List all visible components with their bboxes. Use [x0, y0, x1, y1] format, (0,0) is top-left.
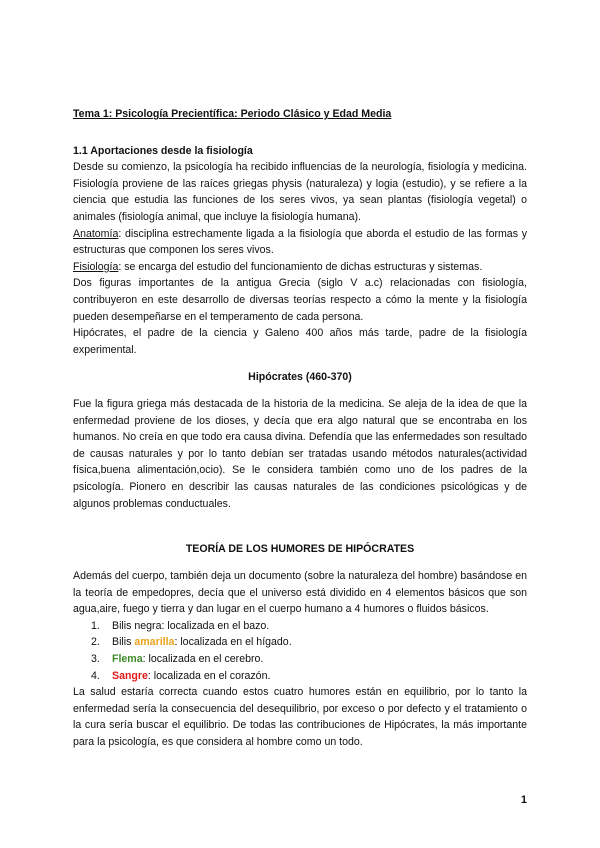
- list-item: 1. Bilis negra: localizada en el bazo.: [91, 619, 270, 632]
- conclusion-paragraph: La salud estaría correcta cuando estos cuatro humores están en equilibrio, por lo tanto la enfermedad sería la consecuencia del desequilibrio, por exceso o por defecto y el tratamiento o la cura sería buscar el equilibrio. De todas las contribuciones de Hipócrates, la más importante para la psicología, es que considera al hombre como un todo.: [73, 686, 527, 748]
- fisiologia-term: Fisiología: [73, 260, 119, 273]
- section-heading: 1.1 Aportaciones desde la fisiología: [73, 144, 253, 157]
- anatomia-text: : disciplina estrechamente ligada a la fisiología que aborda el estudio de las formas y estructuras que componen los seres vivos.: [73, 227, 527, 257]
- anatomia-term: Anatomía: [73, 227, 119, 240]
- list-item: 2. Bilis amarilla: localizada en el hígado.: [91, 636, 292, 649]
- intro-paragraph: Desde su comienzo, la psicología ha recibido influencias de la neurología, fisiología y medicina. Fisiología proviene de las raíces griegas physis (naturaleza) y logia (estudio), y se refiere a la ciencia que estudia las funciones de los seres vivos, ya sean plantas (fisiología vegetal) o animales (fisiología animal, que incluye la fisiología humana).: [73, 161, 527, 223]
- amarilla-word: amarilla: [134, 636, 175, 649]
- anatomia-definition: [73, 226, 527, 259]
- fisiologia-definition: [73, 259, 527, 276]
- list-item: 4. Sangre: localizada en el corazón.: [91, 669, 271, 682]
- humores-paragraph: Además del cuerpo, también deja un documento (sobre la naturaleza del hombre) basándose en la teoría de empedopres, decía que el universo está dividido en 4 elementos básicos que son agua,aire, fuego y tierra y dan lugar en el cuerpo humano a 4 humores o fluidos básicos.: [73, 570, 527, 616]
- page-number: 1: [520, 794, 527, 806]
- humores-list: [73, 618, 527, 684]
- hipocrates-heading: Hipócrates (460-370): [248, 370, 352, 383]
- hipocrates-bio: Fue la figura griega más destacada de la historia de la medicina. Se aleja de la idea de que la enfermedad proviene de los dioses, y decía que era algo natural que se encontraba en los humanos. No creía en que todo era causa divina. Defendía que las enfermedades son resultado de causas naturales y por lo tanto debían ser tratadas usando métodos naturales(actividad física,buena alimentación,ocio). Se le considera también como uno de los padres de la psicología. Pionero en describir las causas naturales de las condiciones psicológicas y de algunos problemas conductuales.: [73, 398, 527, 510]
- document-title: Tema 1: Psicología Precientífica: Periodo Clásico y Edad Media: [73, 108, 392, 120]
- greece-paragraph: Dos figuras importantes de la antigua Grecia (siglo V a.c) relacionadas con fisiología, contribuyeron en este desarrollo de diversas teorías respecto a cómo la mente y la fisiología pueden desempeñarse en el temperamento de cada persona.: [73, 277, 527, 323]
- humores-heading: TEORÍA DE LOS HUMORES DE HIPÓCRATES: [185, 542, 415, 555]
- hipocrates-paragraph: Hipócrates, el padre de la ciencia y Galeno 400 años más tarde, padre de la fisiología experimental.: [73, 327, 527, 356]
- sangre-word: Sangre: [112, 669, 148, 682]
- flema-word: Flema: [112, 653, 143, 665]
- fisiologia-text: : se encarga del estudio del funcionamiento de dichas estructuras y sistemas.: [118, 260, 483, 273]
- list-item: 3. Flema: localizada en el cerebro.: [91, 653, 264, 665]
